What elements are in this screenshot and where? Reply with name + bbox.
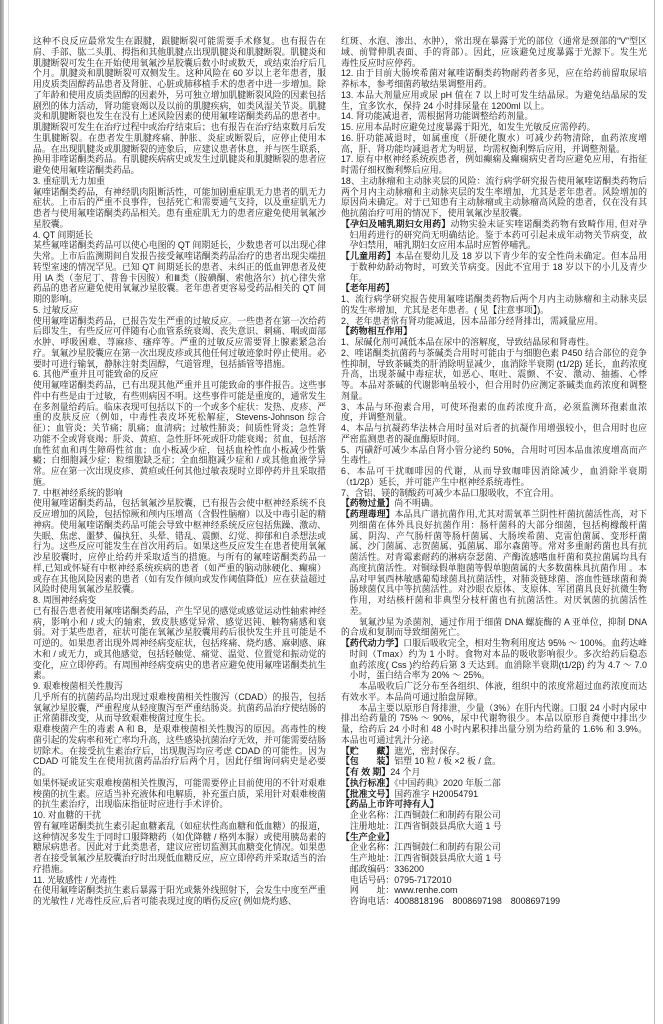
paragraph: 使用氟喹诺酮类药品，已有出现其他严重并且可能致命的事件报告。这些事件中有些是由于过敏，有些则病因不明。这些事件可能是重度的，通常发生在多剂量给药后。临床表现可包括以下的一个或多个症状：发热、皮疹、严重的皮肤反应（例如，中毒性表皮坏死松解症，Stevens-Johnson 综合征）；血管炎；关节痛；肌痛；血清病；过敏性肺炎；间质性肾炎；急性肾功能不全或肾衰竭；肝炎、黄疸、急性肝坏死或肝功能衰竭；贫血，包括溶血性贫血和再生障碍性贫血；血小板减少症，包括血栓性血小板减少性紫癜；白细胞减少症；粒细胞缺乏症；全血细胞减少症和 / 或其他血液学异常。应在第一次出现皮疹、黄疸或任何其他过敏表现时立即停药并且采取措施。 [33, 380, 326, 487]
insert-page [33, 36, 647, 907]
paragraph: 咨询电话：4008818196 8008697198 8008697199 [349, 896, 561, 906]
paragraph: 11. 光敏感性 / 光毒性 [33, 874, 117, 885]
section-paragraph [341, 326, 647, 337]
paragraph: 5. 过敏反应 [33, 304, 79, 315]
paragraph: 已有报告患者使用氟喹诺酮类药品，产生罕见的感觉或感觉运动性轴索神经病，影响小和 / 或大的轴索，致皮肤感觉异常、感觉迟钝、触物痛感和衰弱。对于某些患者，症状可能在氧氟沙星胶囊用药后很快发生并且可能是不可逆的。如果患者出现外周神经病变症状，包括疼痛、烧灼感、麻刺感、麻木和 / 或无力，或其他感觉，包括轻触觉、痛觉、温觉、位置觉和振动觉的变化，应立即停药。有周围神经病变病史的患者应避免使用氟喹诺酮类抗生素。 [33, 605, 326, 681]
section-heading: 【药理毒理】 [341, 509, 395, 519]
section-paragraph [341, 799, 647, 810]
section-heading: 【有 效 期】 [341, 767, 391, 777]
section-heading: 【贮 藏】 [341, 745, 395, 756]
paragraph: 注册地址：江西省铜鼓县禹欣大道 1 号 [349, 820, 502, 831]
section-paragraph [341, 283, 647, 294]
paragraph: 这种不良反应最常发生在跟腱，跟腱断裂可能需要手术修复。也有报告在肩、手部、肱二头肌、拇指和其他肌腱点出现肌腱炎和肌腱断裂。肌腱炎和肌腱断裂可发生在开始使用氧氟沙星胶囊后数小时或数天，或结束治疗后几个月。肌腱炎和肌腱断裂可双侧发生。这种风险在 60 岁以上老年患者，服用皮质类固醇药品患者及肾脏、心脏或肺移植手术的患者中进一步增加。除了年龄和使用皮质类固醇的因素外，另可独立增加肌腱断裂风险的因素包括剧烈的体力活动，肾功能衰竭以及以前的肌腱疾病，如类风湿关节炎。肌腱炎和肌腱断裂也发生在没有上述风险因素的使用氟喹诺酮类药品的患者中。肌腱断裂可发生在治疗过程中或治疗结束后；也有报告在治疗结束数月后发生肌腱断裂。在患者发生肌腱疼痛、肿胀、炎症或断裂后，应停止使用本品。在出现肌腱炎或肌腱断裂的迹象后，应建议患者休息，并与医生联系，换用非喹诺酮类药品。有肌腱疾病病史或发生过肌腱炎和肌腱断裂的患者应避免使用氟喹诺酮类药品。 [33, 36, 326, 175]
section-heading: 【老年用药】 [341, 283, 395, 294]
section-paragraph: 【有 效 期】24 个月 [341, 767, 421, 777]
paragraph: 3. 重症肌无力加重 [33, 175, 105, 186]
paragraph: 6. 其他严重并且可能致命的反应 [33, 369, 159, 380]
section-heading: 【药品上市许可持有人】 [341, 799, 439, 810]
paragraph: 几乎所有的抗菌药品均出现过艰难梭菌相关性腹泻（CDAD）的报告，包括氧氟沙星胶囊，严重程度从轻度腹泻至严重结肠炎。抗菌药品治疗使结肠的正常菌群改变，从而导致艰难梭菌过度生长。 [33, 691, 326, 724]
paragraph: 使用氟喹诺酮类药品，包括氧氟沙星胶囊，已有报告会使中枢神经系统不良反应增加的风险，包括惊厥和颅内压增高（含假性脑瘤）以及中毒引起的精神病。使用氟喹诺酮类药品可能会导致中枢神经系统反应包括焦躁、激动、失眠、焦虑、噩梦、偏执狂、头晕、错乱、震颤、幻觉、抑郁和自杀想法或行为。这些反应可能发生在首次用药后。如果这些反应发生在患者使用氧氟沙星胶囊时，应停止给药并采取适当的措施。与所有的氟喹诺酮类药品一样,已知或怀疑有中枢神经系统疾病的患者（如严重的脑动脉硬化、癫痫）或存在其他风险因素的患者（如有发作倾向或发作阈值降低）应在获益超过风险时使用氧氟沙星胶囊。 [33, 498, 326, 595]
paragraph: 13. 本品大剂量应用或尿 pH 值在 7 以上时可发生结晶尿。为避免结晶尿的发生，宜多饮水，保持 24 小时排尿量在 1200ml 以上。 [341, 89, 647, 111]
section-heading: 【药代动力学】 [341, 638, 404, 648]
paragraph: 艰难梭菌产生的毒素 A 和 B，是艰难梭菌相关性腹泻的原因。高毒性的梭菌引起的发病率和死亡率均升高，这些感染抗菌治疗无效，并可能需要结肠切除术。在接受抗生素治疗后，出现腹泻均应考虑 CDAD 的可能性。因为 CDAD 可能发生在使用抗菌药品治疗后两个月，因此仔细询问病史是必要的。 [33, 724, 326, 777]
section-paragraph [341, 832, 647, 843]
section-heading: 【孕妇及哺乳期妇女用药】 [341, 218, 451, 229]
paragraph: 8. 周围神经病变 [33, 595, 97, 605]
section-paragraph: 【执行标准】《中国药典》2020 年版二部 [341, 777, 501, 788]
section-heading: 【包 装】 [341, 756, 395, 767]
paragraph: 某些氟喹诺酮类药品可以使心电图的 QT 间期延长，少数患者可以出现心律失常。上市后监测期间自发报告接受氟喹诺酮类药品治疗的患者出现尖端扭转型室速的情况罕见。已知 QT 间期延长的患者、未纠正的低血钾患者及使用 IA 类（奎尼丁、普鲁卡因胺）和Ⅲ类（胺碘酮、索他洛尔）抗心律失常药品的患者应避免使用氧氟沙星胶囊。老年患者更容易受药品相关的 QT 间期的影响。 [33, 240, 326, 304]
section-paragraph: 【儿童用药】本品在婴幼儿及 18 岁以下青少年的安全性尚未确定。但本品用于数种幼龄动物时，可致关节病变。因此不宜用于 18 岁以下的小儿及青少年。 [341, 251, 647, 283]
paragraph: 16. 肝功能减退时，如属重度（肝硬化腹水）可减少药物清除，血药浓度增高，肝、肾功能均减退者尤为明显，均需权衡利弊后应用，并调整剂量。 [341, 132, 647, 154]
paragraph: 2、老年患者常有肾功能减退，因本品部分经肾排出，需减量应用。 [341, 315, 604, 326]
paragraph: 企业名称：江西铜鼓仁和制药有限公司 [349, 842, 501, 853]
paragraph: 使用氟喹诺酮类药品，已报告发生严重的过敏反应。一些患者在第一次给药后即发生，有些反应可伴随有心血管系统衰竭、丧失意识、刺痛、咽或面部水肿、呼吸困难、荨麻疹、瘙痒等。严重的过敏反应需要肾上腺素紧急治疗。氧氟沙星胶囊应在第一次出现皮疹或其他任何过敏迹象时停止使用。必要时可进行输氧，静脉注射类固醇，气道管理，包括插管等措施。 [33, 315, 326, 369]
paragraph: 电话号码：0795-7172010 [349, 874, 452, 885]
paragraph: 4、本品与抗凝药华法林合用时虽对后者的抗凝作用增强较小，但合用时也应严密监测患者的凝血酶原时间。 [341, 423, 647, 444]
left-column [33, 36, 326, 907]
paragraph: 15. 应用本品时应避免过度暴露于阳光，如发生光敏反应需停药。 [341, 122, 596, 132]
section-paragraph: 【药代动力学】口服后吸收完全，相对生物利用度达 95% ～ 100%。血药达峰时间（Tmax）约为 1 小时。食物对本品的吸收影响很少。多次给药后稳态血药浓度( Css )约给药后第 3 天达到。血消除半衰期(t1/2β) 约为 4.7 ～ 7.0 小时，蛋白结合率为 20% ～ 25%。 [341, 638, 648, 681]
paragraph: 在使用氟喹诺酮类抗生素后暴露于阳光或紫外线照射下，会发生中度至严重的光敏性 / 光毒性反应,后者可能表现过度的晒伤反应( 例如烧灼感、 [33, 885, 326, 906]
paragraph: 9. 艰难梭菌相关性腹泻 [33, 681, 123, 691]
paragraph: 1、流行病学研究报告使用氟喹诺酮类药物后两个月内主动脉瘤和主动脉夹层的发生率增加，尤其是老年患者。( 见【注意事项】)。 [341, 294, 647, 315]
paragraph: 本品主要以原形自肾排泄，少量（3%）在肝内代谢。口服 24 小时内尿中排出给药量的 75% ～ 90%，尿中代谢物很少。本品以原形自粪便中排出少量，给药后 24 小时和 48 小时内累积排出量分别为给药量的 1.6% 和 3.9%。本品也可通过乳汁分泌。 [341, 702, 647, 745]
paragraph: 2、喹诺酮类抗菌药与茶碱类合用时可能由于与细胞色素 P450 结合部位的竞争性抑制，导致茶碱类的肝消除明显减少，血消除半衰期 (t1/2β) 延长，血药浓度升高，出现茶碱中毒症状，如恶心、呕吐、震颤、不安、激动、抽搐、心悸等。本品对茶碱的代谢影响虽较小，但合用时仍应测定茶碱类血药浓度和调整剂量。 [341, 347, 647, 401]
paragraph: 14. 肾功能减退者，需根据肾功能调整给药剂量。 [341, 111, 534, 122]
right-column [341, 36, 647, 907]
paragraph: 红斑、水泡、渗出、水肿），常出现在暴露于光的部位（通常是颈部的“V”型区域、前臂伸肌表面、手的背部）。因此，应该避免过度暴露于光源下。发生光毒性反应时应停药。 [341, 36, 647, 68]
paragraph: 氧氟沙星为杀菌剂，通过作用于细菌 DNA 螺旋酶的 A 亚单位，抑制 DNA 的合成和复制而导致细菌死亡。 [341, 616, 647, 638]
section-paragraph: 【贮 藏】遮光，密封保存。 [341, 745, 466, 756]
section-heading: 【药物相互作用】 [341, 326, 412, 337]
paragraph: 3、本品与环孢素合用，可使环孢素的血药浓度升高，必须监测环孢素血浓度，并调整剂量。 [341, 401, 647, 423]
fold-line-right [654, 0, 655, 1024]
paragraph: 18、主动脉瘤和主动脉夹层的风险：流行病学研究报告使用氟喹诺酮类药物后两个月内主动脉瘤和主动脉夹层的发生率增加，尤其是老年患者。风险增加的原因尚未确定。对于已知患有主动脉瘤或主动脉瘤高风险的患者，仅在没有其他抗菌治疗可用的情况下，使用氧氟沙星胶囊。 [341, 175, 647, 218]
fold-line-left [8, 0, 9, 1024]
section-heading: 【批准文号】 [341, 788, 395, 799]
section-paragraph: 【批准文号】国药准字 H20054791 [341, 788, 479, 799]
section-heading: 【药物过量】 [341, 498, 395, 509]
section-heading: 【生产企业】 [341, 831, 395, 842]
paragraph: 17. 原有中枢神经系统疾患者，例如癫痫及癫痫病史者均应避免应用，有指征时需仔细权衡利弊后应用。 [341, 154, 647, 175]
paragraph: 生产地址：江西省铜鼓县禹欣大道 1 号 [349, 853, 502, 863]
paragraph: 6、本品可干扰咖啡因的代谢，从而导致咖啡因消除减少，血消除半衰期（t1/2β）延长，并可能产生中枢神经系统毒性。 [341, 466, 647, 487]
section-paragraph: 【药物过量】尚不明确。 [341, 498, 439, 509]
section-heading: 【执行标准】 [341, 777, 395, 788]
paragraph: 邮政编码：336200 [349, 863, 424, 874]
scan-edge-left [0, 0, 4, 1024]
paragraph: 7. 中枢神经系统的影响 [33, 487, 123, 498]
paragraph: 1、尿碱化剂可减低本品在尿中的溶解度，导致结晶尿和肾毒性。 [341, 337, 595, 347]
paragraph: 本品吸收后广泛分布至各组织、体液，组织中的浓度常超过血药浓度而达有效水平。本品尚可通过胎盘屏障。 [341, 681, 647, 702]
paragraph: 曾有氟喹诺酮类抗生素引起血糖紊乱（如症状性高血糖和低血糖）的报道，这种情况多发生于同时口服降糖药（如优降糖 / 格列本脲）或使用胰岛素的糖尿病患者。因此对于此类患者，建议应密切监测其血糖变化情况。如果患者在接受氧氟沙星胶囊治疗时出现低血糖反应，应立即停药并采取适当的治疗措施。 [33, 820, 326, 874]
section-paragraph: 【包 装】铝塑 10 粒 / 板 ×2 板 / 盒。 [341, 756, 502, 767]
paragraph: 10. 对血糖的干扰 [33, 810, 102, 820]
paragraph: 12. 由于目前大肠埃希菌对氟喹诺酮类药物耐药者多见，应在给药前留取尿培养标本，参考细菌药敏结果调整用药。 [341, 68, 647, 89]
section-heading: 【儿童用药】 [341, 251, 396, 261]
section-paragraph: 【孕妇及哺乳期妇女用药】动物实验未证实喹诺酮类药物有致畸作用, 但对孕妇用药进行的研究尚无明确结论。鉴于本药可引起未成年动物关节病变，故孕妇禁用，哺乳期妇女应用本品时应暂停哺乳。 [341, 218, 647, 251]
paragraph: 5、丙磺舒可减少本品自肾小管分泌约 50%，合用时可因本品血浓度增高而产生毒性。 [341, 444, 647, 466]
paragraph: 网 址：www.renhe.com [349, 885, 458, 896]
paragraph: 如果怀疑或证实艰难梭菌相关性腹泻，可能需要停止目前使用的不针对艰难梭菌的抗生素。应适当补充液体和电解质，补充蛋白质，采用针对艰难梭菌的抗生素治疗，出现临床指征时应进行手术评价。 [33, 777, 326, 810]
paragraph: 7、含铝、镁的制酸药可减少本品口服吸收，不宜合用。 [341, 487, 559, 498]
paragraph: 企业名称：江西铜鼓仁和制药有限公司 [349, 810, 501, 820]
section-paragraph: 【药理毒理】本品具广谱抗菌作用,尤其对需氧革兰阴性杆菌抗菌活性高，对下列细菌在体外具良好抗菌作用：肠杆菌科的大部分细菌，包括枸橼酸杆菌属、阴沟、产气肠杆菌等肠杆菌属、大肠埃希菌、克雷伯菌属、变形杆菌属、沙门菌属、志贺菌属、弧菌属、耶尔森菌等。常对多重耐药菌也具有抗菌活性。对青霉素耐药的淋病奈瑟菌、产酶流感嗜血杆菌和莫拉菌属均具有高度抗菌活性。对铜绿假单胞菌等假单胞菌属的大多数菌株具抗菌作用 。本品对甲氧西林敏感葡萄球菌具抗菌活性，对肺炎链球菌、溶血性链球菌和粪肠球菌仅具中等抗菌活性。对沙眼衣原体、支原体、军团菌具良好抗微生物作用，对结核杆菌和非典型分枝杆菌也有抗菌活性。对厌氧菌的抗菌活性差。 [341, 509, 648, 616]
paragraph: 氟喹诺酮类药品，有神经肌肉阻断活性，可能加剧重症肌无力患者的肌无力症状。上市后的严重不良事件，包括死亡和需要通气支持，以及重症肌无力患者与使用氟喹诺酮类药品相关。患有重症肌无力的患者应避免使用氧氟沙星胶囊。 [33, 186, 326, 229]
paragraph: 4. QT 间期延长 [33, 229, 93, 240]
